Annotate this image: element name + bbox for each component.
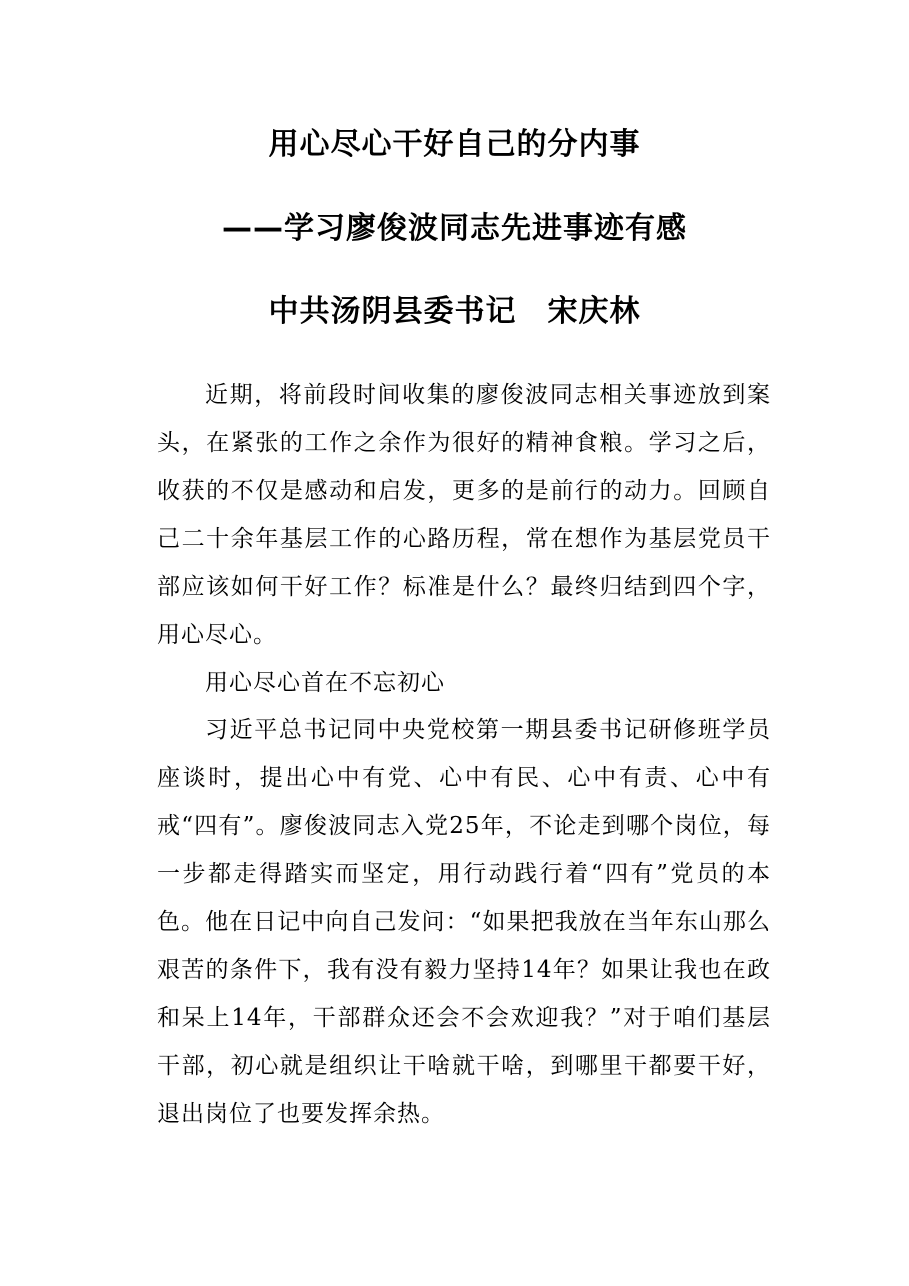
body-text	[157, 371, 771, 659]
document-title: 用心尽心干好自己的分内事	[268, 127, 641, 162]
section-heading: 用心尽心首在不忘初心	[205, 670, 445, 696]
section-heading-block	[157, 659, 771, 707]
author-byline: 中共汤阴县委书记 宋庆林	[268, 294, 641, 329]
document-subtitle: ——学习廖俊波同志先进事迹有感	[222, 211, 687, 246]
body-text-section	[157, 706, 771, 1138]
paragraph-section-1: 习近平总书记同中央党校第一期县委书记研修班学员座谈时，提出心中有党、心中有民、心中有责、心中有戒“四有”。廖俊波同志入党25年，不论走到哪个岗位，每一步都走得踏实而坚定，用行动践行着“四有”党员的本色。他在日记中向自己发问：“如果把我放在当年东山那么艰苦的条件下，我有没有毅力坚持14年？如果让我也在政和呆上14年，干部群众还会不会欢迎我？”对于咱们基层干部，初心就是组织让干啥就干啥，到哪里干都要干好，退出岗位了也要发挥余热。	[157, 717, 771, 1127]
paragraph-intro: 近期，将前段时间收集的廖俊波同志相关事迹放到案头，在紧张的工作之余作为很好的精神食粮。学习之后，收获的不仅是感动和启发，更多的是前行的动力。回顾自己二十余年基层工作的心路历程，常在想作为基层党员干部应该如何干好工作？标准是什么？最终归结到四个字，用心尽心。	[157, 382, 771, 648]
